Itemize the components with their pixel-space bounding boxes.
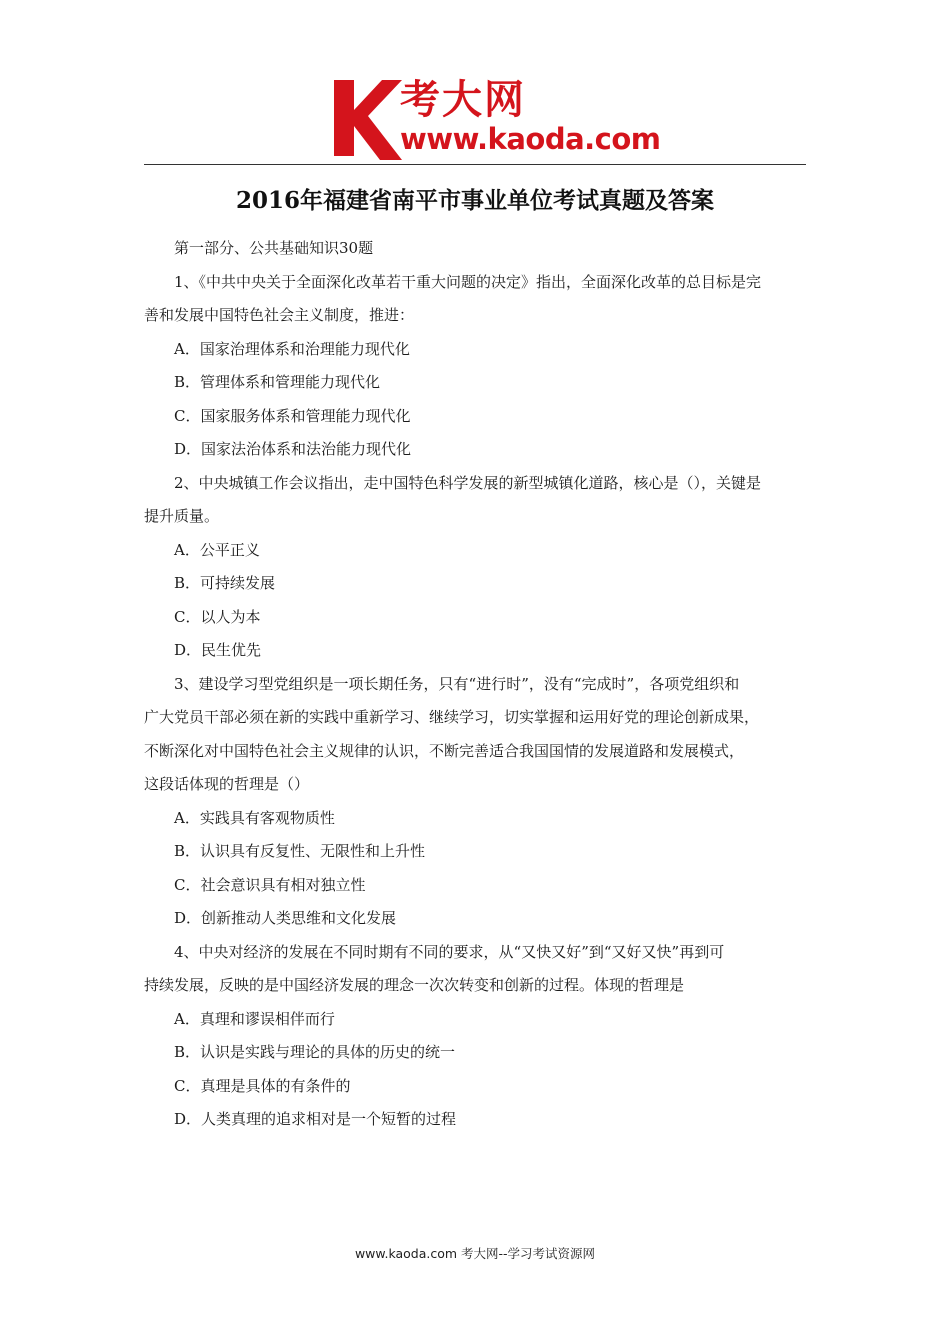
option: C．社会意识具有相对独立性 xyxy=(174,875,366,894)
section-heading: 第一部分、公共基础知识30题 xyxy=(174,239,374,257)
question-text: 3、建设学习型党组织是一项长期任务，只有“进行时”，没有“完成时”，各项党组织和 xyxy=(174,674,740,693)
question-text: 1、《中共中央关于全面深化改革若干重大问题的决定》指出，全面深化改革的总目标是完 xyxy=(174,272,762,291)
question-text: 持续发展，反映的是中国经济发展的理念一次次转变和创新的过程。体现的哲理是 xyxy=(144,976,685,994)
question-text: 这段话体现的哲理是（） xyxy=(144,775,310,793)
option: A．公平正义 xyxy=(174,540,260,559)
option: B．认识具有反复性、无限性和上升性 xyxy=(174,842,426,860)
option: D．创新推动人类思维和文化发展 xyxy=(174,909,397,927)
option: D．民生优先 xyxy=(174,641,262,659)
document-body xyxy=(144,232,809,1137)
page-footer: www.kaoda.com 考大网--学习考试资源网 xyxy=(354,1246,596,1261)
option: D．国家法治体系和法治能力现代化 xyxy=(174,440,412,458)
option: A．国家治理体系和治理能力现代化 xyxy=(174,339,410,358)
question-3 xyxy=(144,668,809,936)
option: A．真理和谬误相伴而行 xyxy=(174,1009,335,1028)
question-text: 广大党员干部必须在新的实践中重新学习、继续学习，切实掌握和运用好党的理论创新成果， xyxy=(144,708,760,726)
option: D．人类真理的追求相对是一个短暂的过程 xyxy=(174,1110,457,1128)
logo-chinese-name: 考大网 xyxy=(400,77,526,123)
option: B．可持续发展 xyxy=(174,574,276,592)
document-title: 2016年福建省南平市事业单位考试真题及答案 xyxy=(235,187,714,214)
option: C．国家服务体系和管理能力现代化 xyxy=(174,406,411,425)
question-text: 2、中央城镇工作会议指出，走中国特色科学发展的新型城镇化道路，核心是（），关键是 xyxy=(174,473,762,492)
k-logo-icon xyxy=(330,76,402,160)
option: B．管理体系和管理能力现代化 xyxy=(174,373,381,391)
question-text: 提升质量。 xyxy=(144,507,220,525)
kaoda-logo xyxy=(330,76,660,160)
option: A．实践具有客观物质性 xyxy=(174,808,335,827)
question-4 xyxy=(144,936,809,1137)
option: C．以人为本 xyxy=(174,607,261,626)
question-text: 善和发展中国特色社会主义制度，推进： xyxy=(144,306,415,324)
question-1 xyxy=(144,266,809,467)
option: B．认识是实践与理论的具体的历史的统一 xyxy=(174,1043,456,1061)
option: C．真理是具体的有条件的 xyxy=(174,1076,351,1095)
header-rule xyxy=(144,164,806,165)
logo-url: www.kaoda.com xyxy=(400,122,661,156)
question-text: 不断深化对中国特色社会主义规律的认识，不断完善适合我国国情的发展道路和发展模式， xyxy=(144,741,745,760)
question-text: 4、中央对经济的发展在不同时期有不同的要求，从“又快又好”到“又好又快”再到可 xyxy=(174,942,725,961)
question-2 xyxy=(144,467,809,668)
